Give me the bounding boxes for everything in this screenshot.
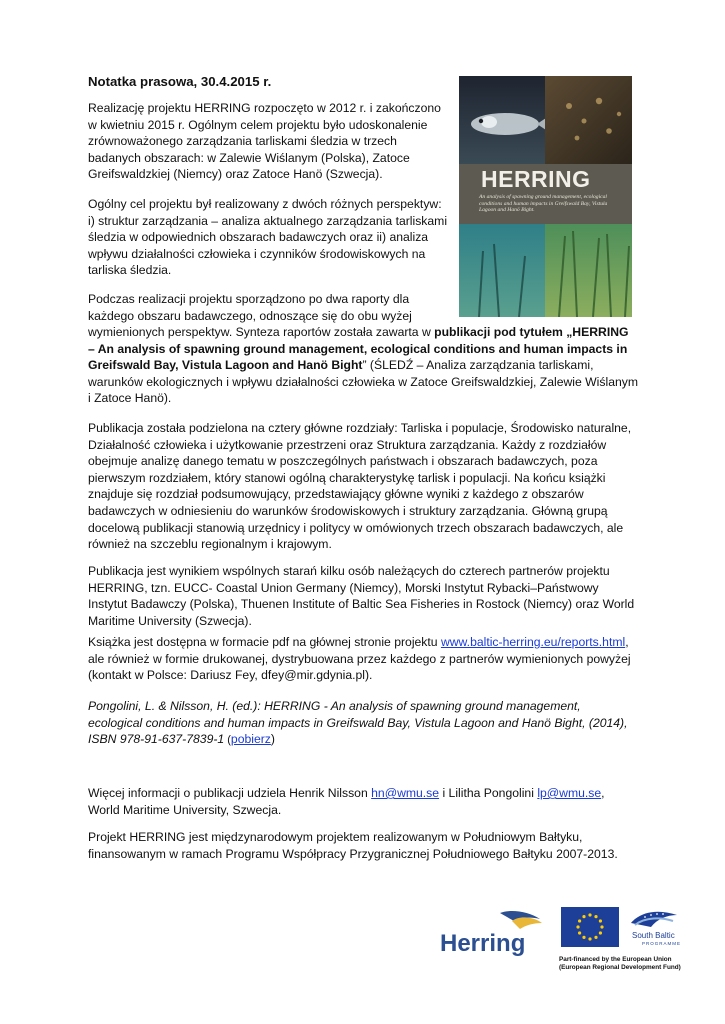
paragraph-6 [88,634,638,684]
eu-caption-line-1: Part-financed by the European Union [559,956,672,963]
citation-text: Pongolini, L. & Nilsson, H. (ed.): HERRING - An analysis of spawning ground management, ecological conditions and human impacts in Greifswald Bay, Vistula Lagoon and Hanö Bight, (2014), ISBN 978-91-637-7839-1 [88,699,628,747]
paragraph-4: Publikacja została podzielona na cztery główne rozdziały: Tarliska i populacje, Środowisko naturalne, Działalność człowieka i użytkowanie przestrzeni oraz Struktura zarządzania. Każdy z rozdziałów obejmuje analizę danego tematu w poszczególnych państwach i obszarach badawczych, poza pierwszym rozdziałem, który stanowi ogólną charakterystykę tarlisk i populacji. Na końcu książki znajduje się rozdział podsumowujący, przedstawiający główne wyniki z każdego z obszarów badawczych w odniesieniu do warunków środowiskowych i struktury zarządzania. Główną grupą docelową publikacji stanowią urzędnicy i politycy w omówionych trzech obszarach badawczych, ale również na szczeblu regionalnym i krajowym. [88,421,632,552]
cover-title: HERRING [481,166,591,192]
contact-text-c: , World Maritime University, Szwecja. [88,786,605,817]
paragraph-2: Ogólny cel projektu był realizowany z dwóch różnych perspektyw: i) struktur zarządzania – analiza aktualnego zarządzania tarliskami śledzia w odpowiednich obszarach badawczych oraz ii) analiza wpływu działalności człowieka i czynników środowiskowych na tarliska śledzia. [88,197,448,278]
paragraph-5: Publikacja jest wynikiem wspólnych starań kilku osób należących do czterech partnerów projektu HERRING, tzn. EUCC- Coastal Union Germany (Niemcy), Morski Instytut Rybacki–Państwowy Instytut Badawczy (Polska), Thuenen Institute of Baltic Sea Fisheries in Rostock (Niemcy) oraz World Maritime University (Szwecja). [88,564,635,628]
paragraph-1: Realizację projektu HERRING rozpoczęto w 2012 r. i zakończono w kwietniu 2015 r. Ogólnym celem projektu było udoskonalenie zrównoważonego zarządzania tarliskami śledzia w trzech badanych obszarach: w Zalewie Wiślanym (Polska), Zatoce Greifswaldzkiej (Niemcy) oraz Zatoce Hanö (Szwecja). [88,101,441,182]
citation [88,698,638,749]
paragraph-3-text-a: wymienionych perspektyw. Synteza raportów została zawarta w [88,325,435,339]
cover-subtitle: An analysis of spawning ground management, ecological conditions and human impacts in Greifswald Bay, Vistula Lagoon and Hanö Bight. [479,194,608,214]
book-cover-image [459,76,632,317]
page-title: Notatka prasowa, 30.4.2015 r. [88,74,272,89]
contact-text-b: i Lilitha Pongolini [439,786,538,800]
paragraph-6-text-a: Książka jest dostępna w formacie pdf na głównej stronie projektu [88,635,441,649]
eu-caption-line-2: (European Regional Development Fund) [559,964,681,971]
footer-logos [438,895,688,990]
south-baltic-sublabel: PROGRAMME [642,941,682,946]
herring-logo-text: Herring [440,930,526,957]
citation-open: ( [224,734,231,747]
herring-logo-icon [438,907,548,967]
paragraph-3-intro: Podczas realizacji projektu sporządzono po dwa raporty dla każdego obszaru badawczego, odnoszące się do obu wyżej [88,292,412,323]
paragraph-contact [88,785,638,818]
south-baltic-label: South Baltic [632,931,675,940]
email-link-nilsson[interactable]: hn@wmu.se [371,786,440,800]
paragraph-6-text-b: , ale również w formie drukowanej, dystrybuowana przez każdego z partnerów wymienionych powyżej (kontakt w Polsce: Dariusz Fey, dfey@mir.gdynia.pl). [88,635,631,683]
eu-flag-icon [561,907,619,947]
eu-funding-caption [559,956,694,972]
paragraph-program: Projekt HERRING jest międzynarodowym projektem realizowanym w Południowym Bałtyku, finansowanym w ramach Programu Współpracy Przygranicznej Południowego Bałtyku 2007-2013. [88,830,618,861]
download-link[interactable]: pobierz [230,732,271,747]
citation-close: ) [270,732,275,747]
email-link-pongolini[interactable]: lp@wmu.se [537,786,602,800]
publication-title: publikacji pod tytułem „HERRING – An analysis of spawning ground management, ecological conditions and human impacts in Greifswald Bay, Vistula Lagoon and Hanö Bight [88,325,629,373]
contact-text-a: Więcej informacji o publikacji udziela Henrik Nilsson [88,786,372,800]
paragraph-3 [88,324,638,407]
paragraph-3-text-c: ” (ŚLEDŹ – Analiza zarządzania tarliskami, warunków ekologicznych i wpływu działalności człowieka w Zatoce Greifswaldzkiej, Zalewie Wiślanym i Zatoce Hanö). [88,358,638,406]
reports-link[interactable]: www.baltic-herring.eu/reports.html [440,635,626,649]
